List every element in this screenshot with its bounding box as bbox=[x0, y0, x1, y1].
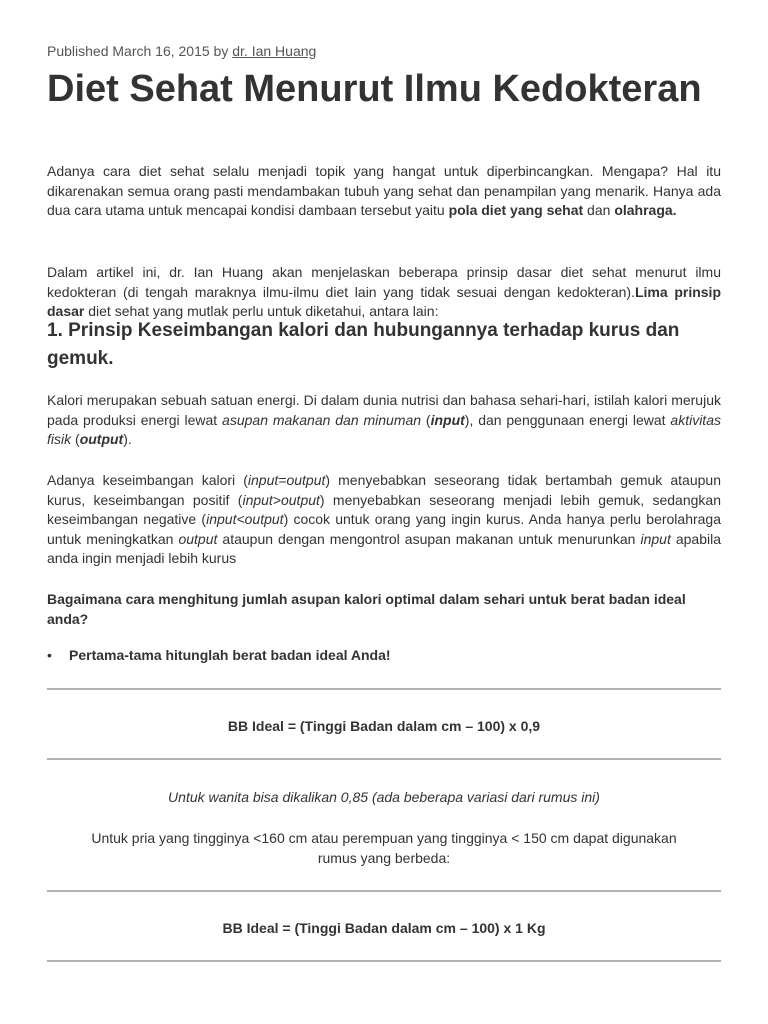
balance-text-2: ) menyebabkan seseorang tidak bertambah gemuk ataupun kurus, keseimbangan positif ( bbox=[47, 472, 721, 508]
article-title: Diet Sehat Menurut Ilmu Kedokteran bbox=[47, 68, 702, 110]
principles-paragraph bbox=[47, 263, 721, 322]
publish-info bbox=[47, 43, 316, 59]
divider bbox=[47, 688, 721, 690]
balance-text-3: ) menyebabkan seseorang menjadi lebih gemuk, sedangkan keseimbangan negative ( bbox=[47, 491, 721, 527]
calorie-question: Bagaimana cara menghitung jumlah asupan kalori optimal dalam sehari untuk berat badan ideal anda? bbox=[47, 591, 686, 627]
calorie-text-paren2: ( bbox=[71, 431, 80, 447]
intro-bold-olahraga: olahraga. bbox=[614, 202, 677, 218]
women-note: Untuk wanita bisa dikalikan 0,85 (ada beberapa variasi dari rumus ini) bbox=[168, 789, 600, 805]
bullet-marker: • bbox=[47, 647, 52, 663]
bullet-text: Pertama-tama hitunglah berat badan ideal Anda! bbox=[69, 647, 391, 663]
calorie-output-term: output bbox=[79, 431, 124, 447]
author-link[interactable]: dr. Ian Huang bbox=[232, 43, 317, 59]
intro-text: Adanya cara diet sehat selalu menjadi topik yang hangat untuk diperbincangkan. Mengapa? Hal itu dikarenakan semua orang pasti mendambakan tubuh yang sehat dan penampilan yang menarik. Hanya ada dua cara utama untuk mencapai kondisi dambaan tersebut yaitu bbox=[47, 163, 721, 218]
balance-paragraph bbox=[47, 471, 721, 569]
formula-short-height: BB Ideal = (Tinggi Badan dalam cm – 100) x 1 Kg bbox=[222, 920, 546, 936]
balance-text-1: Adanya keseimbangan kalori ( bbox=[47, 472, 248, 488]
publish-date-text: Published March 16, 2015 by bbox=[47, 43, 233, 59]
calorie-text-end: ). bbox=[123, 431, 132, 447]
principles-bold: Lima prinsip dasar bbox=[47, 283, 721, 319]
divider bbox=[47, 758, 721, 760]
calorie-italic-activity: aktivitas fisik bbox=[47, 411, 721, 447]
calorie-paragraph bbox=[47, 391, 721, 450]
balance-italic-2: input>output bbox=[242, 491, 320, 508]
intro-text-and: dan bbox=[583, 202, 615, 218]
formula-ideal-weight: BB Ideal = (Tinggi Badan dalam cm – 100) x 0,9 bbox=[227, 718, 541, 734]
calorie-text: Kalori merupakan sebuah satuan energi. Di dalam dunia nutrisi dan bahasa sehari-hari, istilah kalori merujuk pada produksi energi lewat bbox=[47, 392, 721, 428]
balance-text-6: apabila anda ingin menjadi lebih kurus bbox=[47, 530, 721, 566]
calorie-italic-intake: asupan makanan dan minuman bbox=[222, 411, 422, 428]
divider bbox=[47, 960, 721, 962]
balance-italic-3: input<output bbox=[206, 511, 284, 527]
divider bbox=[47, 890, 721, 892]
bullet-item bbox=[47, 646, 391, 666]
intro-bold-diet: pola diet yang sehat bbox=[448, 202, 584, 218]
principles-text-end: diet sehat yang mutlak perlu untuk diketahui, antara lain: bbox=[84, 303, 439, 319]
principles-text: Dalam artikel ini, dr. Ian Huang akan menjelaskan beberapa prinsip dasar diet sehat menurut ilmu kedokteran (di tengah maraknya ilmu-ilmu diet lain yang tidak sesuai dengan kedokteran). bbox=[47, 264, 721, 300]
calorie-text-mid: ), dan penggunaan energi lewat bbox=[464, 411, 671, 428]
balance-italic-1: input=output bbox=[247, 472, 326, 488]
short-height-note: Untuk pria yang tingginya <160 cm atau perempuan yang tingginya < 150 cm dapat digunakan rumus yang berbeda: bbox=[91, 830, 677, 866]
balance-italic-5: input bbox=[640, 530, 671, 547]
intro-paragraph bbox=[47, 162, 721, 221]
calorie-input-term: input bbox=[430, 411, 465, 428]
balance-text-4: ) cocok untuk orang yang ingin kurus. Anda hanya perlu berolahraga untuk meningkatkan bbox=[47, 511, 722, 547]
balance-italic-4: output bbox=[178, 530, 218, 547]
section-heading-1: 1. Prinsip Keseimbangan kalori dan hubungannya terhadap kurus dan gemuk. bbox=[47, 320, 680, 369]
calorie-text-paren: ( bbox=[421, 411, 431, 428]
balance-text-5: ataupun dengan mengontrol asupan makanan untuk menurunkan bbox=[217, 530, 641, 547]
